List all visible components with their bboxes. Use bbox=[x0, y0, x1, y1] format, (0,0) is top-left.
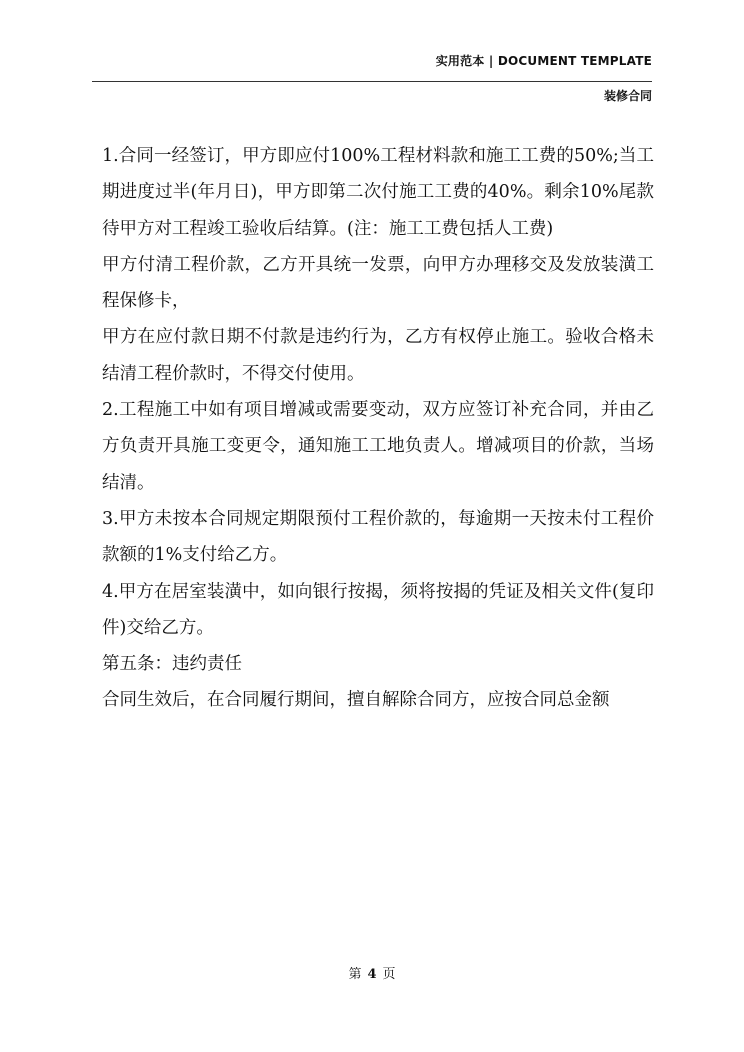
page-prefix: 第 bbox=[348, 967, 362, 982]
document-name: 装修合同 bbox=[603, 89, 652, 103]
header-title: 实用范本 | DOCUMENT TEMPLATE bbox=[435, 54, 652, 68]
paragraph-late-payment: 甲方在应付款日期不付款是违约行为，乙方有权停止施工。验收合格未结清工程价款时，不得交付使用。 bbox=[102, 327, 654, 384]
paragraph-mortgage: 4.甲方在居室装潢中，如向银行按揭，须将按揭的凭证及相关文件(复印件)交给乙方。 bbox=[102, 581, 654, 638]
section-heading-liability: 第五条：违约责任 bbox=[102, 654, 242, 675]
paragraph-invoice-handover: 甲方付清工程价款，乙方开具统一发票，向甲方办理移交及发放装潢工程保修卡， bbox=[102, 254, 654, 312]
page-footer bbox=[0, 963, 744, 982]
paragraph-payment-schedule: 1.合同一经签订，甲方即应付100%工程材料款和施工工费的50%;当工期进度过半(年月日)，甲方即第二次付施工工费的40%。剩余10%尾款待甲方对工程竣工验收后结算。(注：施工工费包括人工费) bbox=[102, 146, 654, 239]
paragraph-change-order: 2.工程施工中如有项目增减或需要变动，双方应签订补充合同，并由乙方负责开具施工变更令，通知施工工地负责人。增减项目的价款，当场结清。 bbox=[102, 400, 654, 493]
page-number: 4 bbox=[367, 967, 377, 982]
paragraph-termination: 合同生效后，在合同履行期间，擅自解除合同方，应按合同总金额 bbox=[102, 690, 610, 711]
document-body bbox=[102, 138, 654, 719]
page-suffix: 页 bbox=[382, 967, 396, 982]
paragraph-penalty: 3.甲方未按本合同规定期限预付工程价款的，每逾期一天按未付工程价款额的1%支付给乙方。 bbox=[102, 508, 654, 566]
header-divider bbox=[92, 81, 652, 82]
